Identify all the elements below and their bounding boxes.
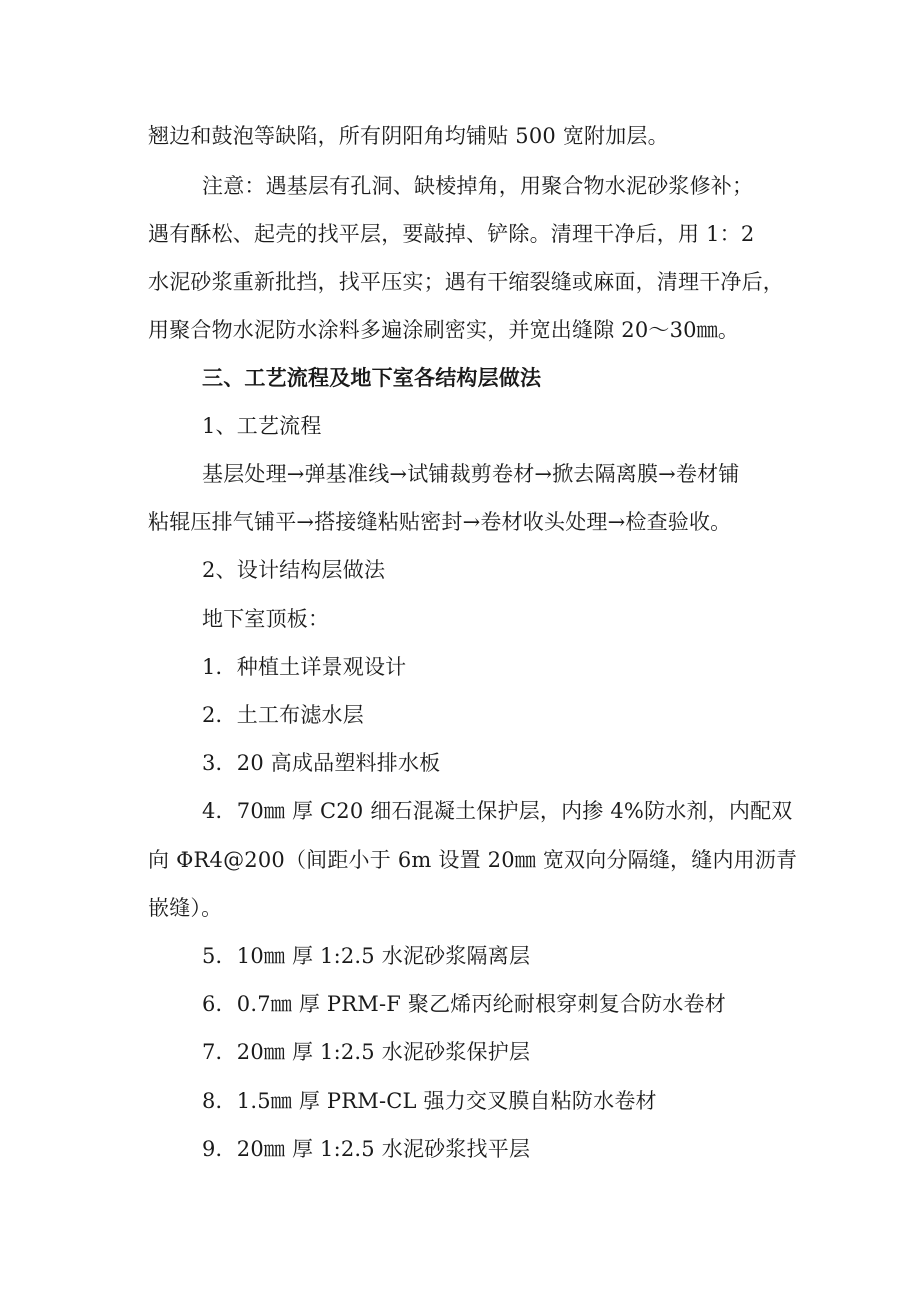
process-line: 粘辊压排气铺平→搭接缝粘贴密封→卷材收头处理→检查验收。: [148, 510, 732, 534]
note-line: 水泥砂浆重新批挡，找平压实；遇有干缩裂缝或麻面，清理干净后，: [148, 270, 784, 294]
subsection-heading: 2、设计结构层做法: [202, 558, 386, 582]
layer-item: 5．10㎜ 厚 1:2.5 水泥砂浆隔离层: [202, 944, 531, 968]
layer-item: 4．70㎜ 厚 C20 细石混凝土保护层，内掺 4%防水剂，内配双: [202, 799, 793, 823]
roof-heading: 地下室顶板：: [202, 607, 330, 631]
layer-item: 9．20㎜ 厚 1:2.5 水泥砂浆找平层: [202, 1137, 531, 1161]
layer-item: 8．1.5㎜ 厚 PRM-CL 强力交叉膜自粘防水卷材: [202, 1089, 657, 1113]
layer-item-continuation: 嵌缝）。: [148, 896, 223, 920]
layer-item: 1．种植土详景观设计: [202, 655, 407, 679]
layer-item: 3．20 高成品塑料排水板: [202, 751, 441, 775]
paragraph-line: 翘边和鼓泡等缺陷，所有阴阳角均铺贴 500 宽附加层。: [148, 124, 669, 148]
section-heading: 三、工艺流程及地下室各结构层做法: [202, 365, 542, 390]
note-line: 用聚合物水泥防水涂料多遍涂刷密实，并宽出缝隙 20～30㎜。: [148, 318, 740, 342]
note-line: 遇有酥松、起壳的找平层，要敲掉、铲除。清理干净后，用 1：2: [148, 222, 755, 246]
layer-item-continuation: 向 ΦR4@200（间距小于 6m 设置 20㎜ 宽双向分隔缝，缝内用沥青: [148, 848, 798, 872]
layer-item: 7．20㎜ 厚 1:2.5 水泥砂浆保护层: [202, 1040, 531, 1064]
layer-item: 6．0.7㎜ 厚 PRM-F 聚乙烯丙纶耐根穿刺复合防水卷材: [202, 992, 726, 1016]
subsection-heading: 1、工艺流程: [202, 414, 322, 438]
layer-item: 2．土工布滤水层: [202, 703, 364, 727]
note-line: 注意：遇基层有孔洞、缺棱掉角，用聚合物水泥砂浆修补；: [202, 174, 754, 198]
process-line: 基层处理→弹基准线→试铺裁剪卷材→掀去隔离膜→卷材铺: [202, 462, 740, 486]
